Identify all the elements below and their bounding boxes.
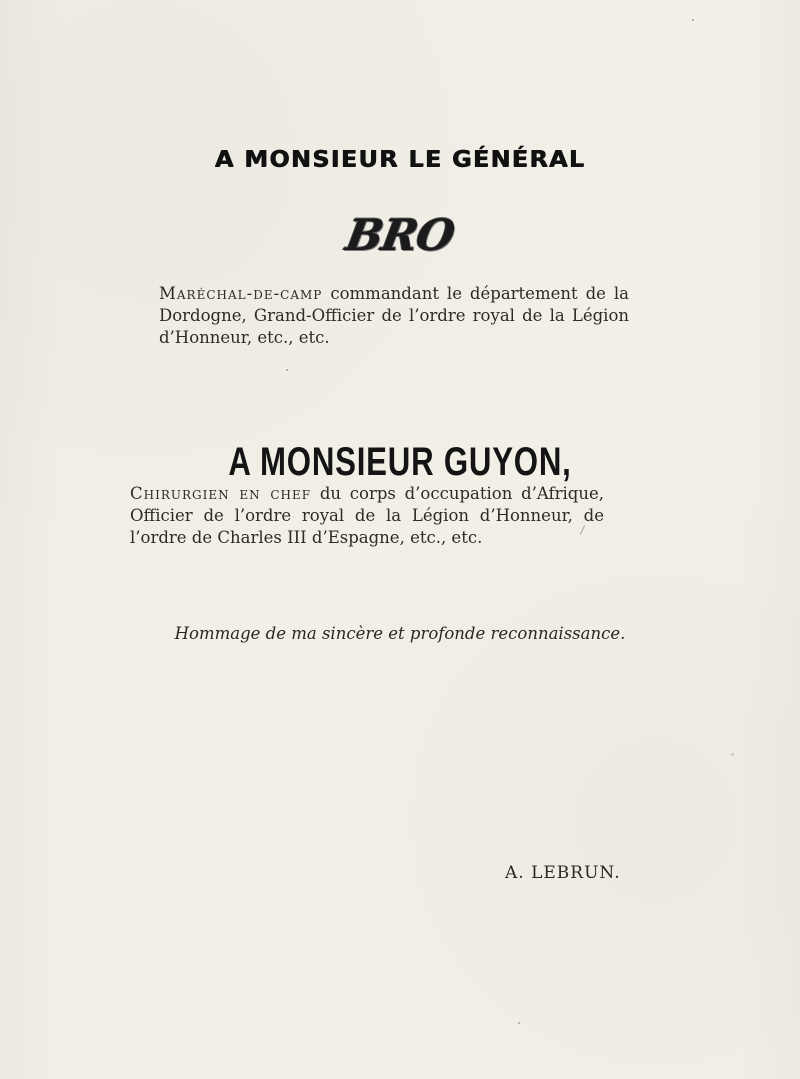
dedication-heading-guyon: A MONSIEUR GUYON,	[228, 440, 572, 484]
dedicatee-guyon-description	[130, 483, 604, 549]
dedication-heading-general: A MONSIEUR LE GÉNÉRAL	[214, 146, 586, 172]
paper-spot	[692, 19, 694, 21]
paper-spot	[286, 369, 288, 371]
dedicatee-general-text: commandant le département de la Dordogne, Grand-Officier de l’ordre royal de la Légion d’Honneur, etc., etc.	[159, 284, 629, 347]
paper-spot	[518, 1022, 520, 1024]
dedicatee-guyon-text: du corps d’occupation d’Afrique, Officier de l’ordre royal de la Légion d’Honneur, de l’ordre de Charles III d’Espagne, etc., etc.	[130, 484, 604, 547]
dedicatee-guyon-title: Chirurgien en chef	[130, 484, 312, 503]
author-signature: A. LEBRUN.	[505, 863, 621, 883]
hommage-line: Hommage de ma sincère et profonde reconnaissance.	[174, 624, 626, 643]
initials-bro-logo: BRO	[342, 211, 458, 261]
dedicatee-general-title: Maréchal-de-camp	[159, 284, 323, 303]
dedicatee-general-description	[159, 283, 629, 349]
paper-spot	[731, 753, 734, 756]
